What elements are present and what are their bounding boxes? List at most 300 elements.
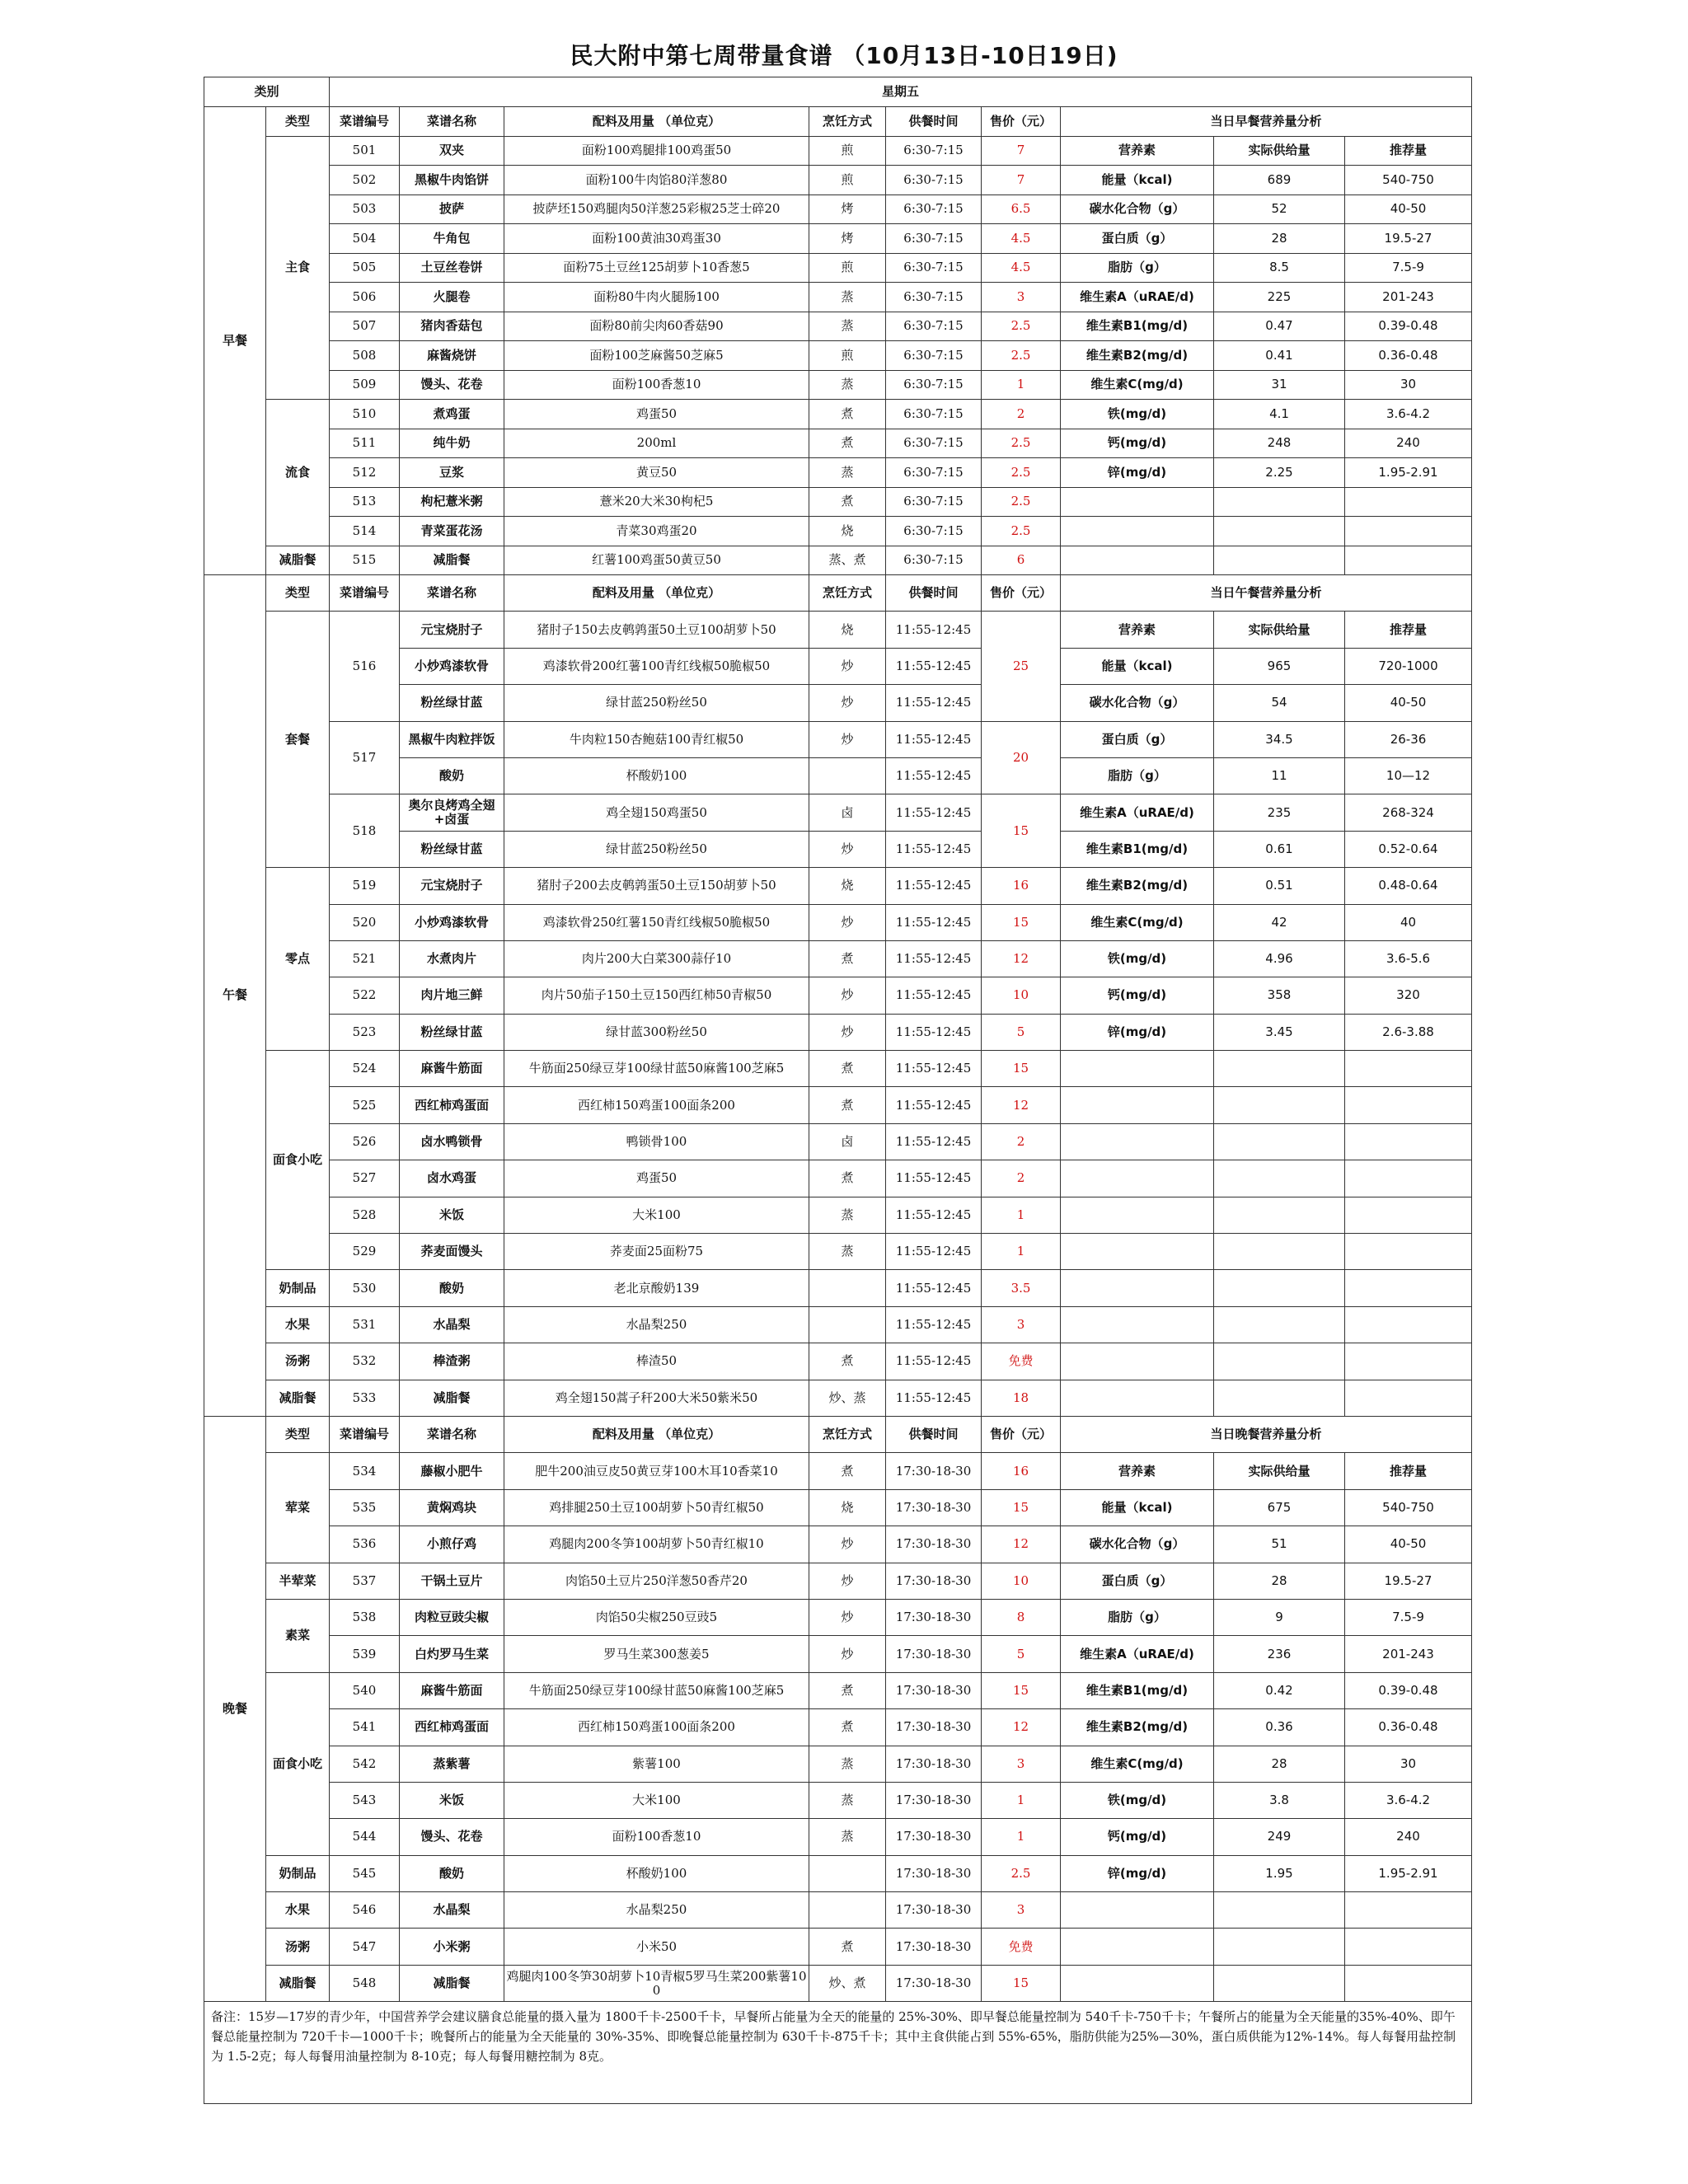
empty-cell bbox=[1214, 1051, 1345, 1087]
dish-price: 3 bbox=[982, 283, 1061, 312]
time-header: 供餐时间 bbox=[886, 107, 982, 137]
serving-time: 6:30-7:15 bbox=[886, 546, 982, 575]
nutrient-name: 铁(mg/d) bbox=[1061, 1782, 1214, 1818]
dish-name: 小米粥 bbox=[400, 1929, 504, 1965]
dish-ingredients: 西红柿150鸡蛋100面条200 bbox=[504, 1087, 809, 1123]
dish-price: 5 bbox=[982, 1636, 1061, 1672]
nutrient-recommended: 240 bbox=[1345, 1819, 1472, 1855]
dish-ingredients: 面粉100香葱10 bbox=[504, 370, 809, 400]
dish-type: 流食 bbox=[266, 400, 330, 546]
dish-code: 524 bbox=[330, 1051, 400, 1087]
code-header: 菜谱编号 bbox=[330, 575, 400, 612]
menu-item-row bbox=[204, 1636, 1472, 1672]
dish-price: 1 bbox=[982, 1819, 1061, 1855]
dish-ingredients: 面粉100鸡腿排100鸡蛋50 bbox=[504, 136, 809, 166]
cooking-method: 煮 bbox=[809, 1453, 886, 1489]
serving-time: 6:30-7:15 bbox=[886, 166, 982, 195]
nutrient-name: 脂肪（g） bbox=[1061, 253, 1214, 283]
serving-time: 6:30-7:15 bbox=[886, 487, 982, 517]
nutrient-name: 维生素B1(mg/d) bbox=[1061, 831, 1214, 867]
nutrient-recommended: 0.39-0.48 bbox=[1345, 1672, 1472, 1708]
nutrient-recommended: 30 bbox=[1345, 370, 1472, 400]
dish-code: 543 bbox=[330, 1782, 400, 1818]
nutrient-recommended: 40-50 bbox=[1345, 1526, 1472, 1563]
recommended-header: 推荐量 bbox=[1345, 1453, 1472, 1489]
menu-item-row bbox=[204, 1123, 1472, 1160]
dish-ingredients: 肉馅50土豆片250洋葱50香芹20 bbox=[504, 1563, 809, 1599]
dish-price: 15 bbox=[982, 1489, 1061, 1526]
dish-name: 枸杞薏米粥 bbox=[400, 487, 504, 517]
nutrient-recommended: 40-50 bbox=[1345, 685, 1472, 721]
menu-item-row bbox=[204, 283, 1472, 312]
time-header: 供餐时间 bbox=[886, 1416, 982, 1452]
menu-item-row bbox=[204, 1380, 1472, 1416]
dish-name: 奥尔良烤鸡全翅+卤蛋 bbox=[400, 794, 504, 831]
nutrient-header: 营养素 bbox=[1061, 136, 1214, 166]
nutrient-recommended: 40-50 bbox=[1345, 194, 1472, 224]
serving-time: 6:30-7:15 bbox=[886, 400, 982, 429]
actual-header: 实际供给量 bbox=[1214, 136, 1345, 166]
serving-time: 17:30-18-30 bbox=[886, 1563, 982, 1599]
dish-name: 白灼罗马生菜 bbox=[400, 1636, 504, 1672]
nutrient-actual: 8.5 bbox=[1214, 253, 1345, 283]
dish-price: 2.5 bbox=[982, 458, 1061, 488]
nutrient-recommended: 268-324 bbox=[1345, 794, 1472, 831]
serving-time: 11:55-12:45 bbox=[886, 1306, 982, 1343]
dish-price: 20 bbox=[982, 721, 1061, 794]
serving-time: 6:30-7:15 bbox=[886, 341, 982, 371]
dish-price: 15 bbox=[982, 794, 1061, 868]
name-header: 菜谱名称 bbox=[400, 107, 504, 137]
nutrient-actual: 0.51 bbox=[1214, 868, 1345, 904]
serving-time: 6:30-7:15 bbox=[886, 224, 982, 254]
serving-time: 11:55-12:45 bbox=[886, 1051, 982, 1087]
dish-ingredients: 200ml bbox=[504, 429, 809, 458]
cooking-method: 煎 bbox=[809, 166, 886, 195]
cooking-method: 炒 bbox=[809, 1599, 886, 1635]
dish-ingredients: 肉馅50尖椒250豆豉5 bbox=[504, 1599, 809, 1635]
nutrient-recommended: 0.36-0.48 bbox=[1345, 341, 1472, 371]
cooking-method: 蒸 bbox=[809, 312, 886, 341]
nutrient-actual: 0.61 bbox=[1214, 831, 1345, 867]
serving-time: 11:55-12:45 bbox=[886, 757, 982, 794]
dish-code: 529 bbox=[330, 1234, 400, 1270]
dish-ingredients: 面粉100芝麻酱50芝麻5 bbox=[504, 341, 809, 371]
nutrient-actual: 675 bbox=[1214, 1489, 1345, 1526]
empty-cell bbox=[1214, 1929, 1345, 1965]
dish-price: 3 bbox=[982, 1306, 1061, 1343]
dish-ingredients: 鸭锁骨100 bbox=[504, 1123, 809, 1160]
menu-item-row bbox=[204, 429, 1472, 458]
dish-ingredients: 青菜30鸡蛋20 bbox=[504, 517, 809, 546]
nutrient-recommended: 10—12 bbox=[1345, 757, 1472, 794]
cooking-method: 煮 bbox=[809, 1160, 886, 1197]
dish-code: 516 bbox=[330, 612, 400, 721]
dish-price: 10 bbox=[982, 977, 1061, 1014]
dish-type: 半荤菜 bbox=[266, 1563, 330, 1599]
type-header: 类型 bbox=[266, 1416, 330, 1452]
cooking-method: 炒 bbox=[809, 1526, 886, 1563]
dish-type: 汤粥 bbox=[266, 1343, 330, 1380]
dish-name: 西红柿鸡蛋面 bbox=[400, 1087, 504, 1123]
nutrient-recommended: 240 bbox=[1345, 429, 1472, 458]
cooking-method: 炒 bbox=[809, 977, 886, 1014]
price-header: 售价（元） bbox=[982, 1416, 1061, 1452]
serving-time: 17:30-18-30 bbox=[886, 1746, 982, 1782]
menu-item-row bbox=[204, 517, 1472, 546]
nutrient-actual: 34.5 bbox=[1214, 721, 1345, 757]
dish-code: 539 bbox=[330, 1636, 400, 1672]
dish-type: 面食小吃 bbox=[266, 1672, 330, 1855]
serving-time: 11:55-12:45 bbox=[886, 1343, 982, 1380]
nutrient-actual: 4.1 bbox=[1214, 400, 1345, 429]
nutrient-header: 营养素 bbox=[1061, 612, 1214, 648]
nutrient-actual: 235 bbox=[1214, 794, 1345, 831]
cooking-method: 煎 bbox=[809, 136, 886, 166]
menu-item-row bbox=[204, 1197, 1472, 1233]
nutrient-actual: 249 bbox=[1214, 1819, 1345, 1855]
dish-code: 536 bbox=[330, 1526, 400, 1563]
empty-cell bbox=[1345, 1343, 1472, 1380]
nutrient-name: 维生素B1(mg/d) bbox=[1061, 312, 1214, 341]
menu-item-row bbox=[204, 166, 1472, 195]
serving-time: 11:55-12:45 bbox=[886, 940, 982, 977]
menu-item-row bbox=[204, 253, 1472, 283]
dish-ingredients: 面粉75土豆丝125胡萝卜10香葱5 bbox=[504, 253, 809, 283]
serving-time: 11:55-12:45 bbox=[886, 794, 982, 831]
menu-item-row bbox=[204, 721, 1472, 757]
cooking-method bbox=[809, 1855, 886, 1891]
dish-code: 541 bbox=[330, 1709, 400, 1746]
empty-cell bbox=[1061, 546, 1214, 575]
cooking-method: 炒 bbox=[809, 831, 886, 867]
dish-name: 水煮肉片 bbox=[400, 940, 504, 977]
dish-code: 544 bbox=[330, 1819, 400, 1855]
menu-item-row bbox=[204, 1672, 1472, 1708]
dish-type: 减脂餐 bbox=[266, 1965, 330, 2001]
dish-name: 小炒鸡漆软骨 bbox=[400, 904, 504, 940]
dish-name: 水晶梨 bbox=[400, 1306, 504, 1343]
empty-cell bbox=[1214, 1197, 1345, 1233]
dish-price: 3 bbox=[982, 1746, 1061, 1782]
dish-ingredients: 绿甘蓝300粉丝50 bbox=[504, 1014, 809, 1050]
dish-name: 麻酱牛筋面 bbox=[400, 1672, 504, 1708]
type-header: 类型 bbox=[266, 107, 330, 137]
dish-price: 7 bbox=[982, 166, 1061, 195]
serving-time: 6:30-7:15 bbox=[886, 136, 982, 166]
dish-name: 黄焖鸡块 bbox=[400, 1489, 504, 1526]
dish-price: 2 bbox=[982, 1123, 1061, 1160]
nutrient-name: 蛋白质（g） bbox=[1061, 224, 1214, 254]
nutrient-name: 蛋白质（g） bbox=[1061, 721, 1214, 757]
dish-code: 504 bbox=[330, 224, 400, 254]
dish-name: 元宝烧肘子 bbox=[400, 612, 504, 648]
serving-time: 17:30-18-30 bbox=[886, 1489, 982, 1526]
dish-ingredients: 水晶梨250 bbox=[504, 1306, 809, 1343]
nutrient-recommended: 1.95-2.91 bbox=[1345, 1855, 1472, 1891]
serving-time: 6:30-7:15 bbox=[886, 283, 982, 312]
nutrient-recommended: 0.36-0.48 bbox=[1345, 1709, 1472, 1746]
empty-cell bbox=[1345, 1197, 1472, 1233]
menu-item-row bbox=[204, 1087, 1472, 1123]
nutrient-name: 维生素C(mg/d) bbox=[1061, 1746, 1214, 1782]
nutrient-actual: 4.96 bbox=[1214, 940, 1345, 977]
menu-item-row bbox=[204, 1892, 1472, 1929]
cooking-method: 蒸 bbox=[809, 458, 886, 488]
dish-price: 2.5 bbox=[982, 341, 1061, 371]
empty-cell bbox=[1345, 1929, 1472, 1965]
analysis-title: 当日午餐营养量分析 bbox=[1061, 575, 1472, 612]
nutrient-name: 锌(mg/d) bbox=[1061, 458, 1214, 488]
empty-cell bbox=[1214, 1965, 1345, 2001]
cooking-method: 卤 bbox=[809, 794, 886, 831]
nutrient-name: 维生素C(mg/d) bbox=[1061, 904, 1214, 940]
dish-ingredients: 牛筋面250绿豆芽100绿甘蓝50麻酱100芝麻5 bbox=[504, 1672, 809, 1708]
empty-cell bbox=[1061, 1051, 1214, 1087]
dish-code: 547 bbox=[330, 1929, 400, 1965]
dish-code: 533 bbox=[330, 1380, 400, 1416]
menu-item-row bbox=[204, 136, 1472, 166]
cooking-method: 炒、煮 bbox=[809, 1965, 886, 2001]
nutrient-name: 维生素A（uRAE/d) bbox=[1061, 1636, 1214, 1672]
nutrient-name: 铁(mg/d) bbox=[1061, 940, 1214, 977]
menu-item-row bbox=[204, 1526, 1472, 1563]
empty-cell bbox=[1345, 1160, 1472, 1197]
nutrient-name: 钙(mg/d) bbox=[1061, 1819, 1214, 1855]
dish-name: 酸奶 bbox=[400, 757, 504, 794]
empty-cell bbox=[1061, 1892, 1214, 1929]
footnote: 备注：15岁—17岁的青少年，中国营养学会建议膳食总能量的摄入量为 1800千卡-2500千卡，早餐所占能量为全天的能量的 25%-30%、即早餐总能量控制为 540千卡-750千卡；午餐所占的能量为全天能量的35%-40%、即午餐总能量控制为 720千卡—1000千卡；晚餐所占的能量为全天能量的 30%-35%、即晚餐总能量控制为 630千卡-875千卡；其中主食供能占到 55%-65%，脂肪供能为25%—30%，蛋白质供能为12%-14%。每人每餐用盐控制为 1.5-2克；每人每餐用油量控制为 8-10克；每人每餐用糖控制为 8克。 bbox=[204, 2002, 1472, 2104]
nutrient-actual: 0.41 bbox=[1214, 341, 1345, 371]
dish-type: 素菜 bbox=[266, 1599, 330, 1672]
empty-cell bbox=[1214, 517, 1345, 546]
note-row bbox=[204, 2002, 1472, 2104]
dish-name: 藤椒小肥牛 bbox=[400, 1453, 504, 1489]
dish-ingredients: 水晶梨250 bbox=[504, 1892, 809, 1929]
nutrient-recommended: 540-750 bbox=[1345, 1489, 1472, 1526]
empty-cell bbox=[1061, 1965, 1214, 2001]
dish-name: 麻酱牛筋面 bbox=[400, 1051, 504, 1087]
empty-cell bbox=[1061, 1306, 1214, 1343]
menu-item-row bbox=[204, 1234, 1472, 1270]
dish-price: 25 bbox=[982, 612, 1061, 721]
price-header: 售价（元） bbox=[982, 107, 1061, 137]
dish-code: 514 bbox=[330, 517, 400, 546]
empty-cell bbox=[1214, 1160, 1345, 1197]
dish-code: 545 bbox=[330, 1855, 400, 1891]
dish-type: 减脂餐 bbox=[266, 546, 330, 575]
empty-cell bbox=[1345, 1234, 1472, 1270]
cooking-method: 炒、蒸 bbox=[809, 1380, 886, 1416]
dish-code: 534 bbox=[330, 1453, 400, 1489]
nutrient-recommended: 2.6-3.88 bbox=[1345, 1014, 1472, 1050]
nutrient-actual: 11 bbox=[1214, 757, 1345, 794]
dish-type: 主食 bbox=[266, 136, 330, 400]
dish-code: 513 bbox=[330, 487, 400, 517]
menu-item-row bbox=[204, 1599, 1472, 1635]
menu-item-row bbox=[204, 312, 1472, 341]
dish-code: 546 bbox=[330, 1892, 400, 1929]
cooking-method: 煮 bbox=[809, 487, 886, 517]
dish-code: 518 bbox=[330, 794, 400, 868]
dish-ingredients: 猪肘子150去皮鹌鹑蛋50土豆100胡萝卜50 bbox=[504, 612, 809, 648]
dish-price: 2 bbox=[982, 400, 1061, 429]
nutrient-actual: 0.36 bbox=[1214, 1709, 1345, 1746]
dish-ingredients: 肥牛200油豆皮50黄豆芽100木耳10香菜10 bbox=[504, 1453, 809, 1489]
cooking-method: 卤 bbox=[809, 1123, 886, 1160]
dish-code: 503 bbox=[330, 194, 400, 224]
dish-name: 小炒鸡漆软骨 bbox=[400, 648, 504, 684]
dish-price: 免费 bbox=[982, 1343, 1061, 1380]
menu-item-row bbox=[204, 794, 1472, 831]
dish-ingredients: 披萨坯150鸡腿肉50洋葱25彩椒25芝士碎20 bbox=[504, 194, 809, 224]
nutrient-actual: 28 bbox=[1214, 224, 1345, 254]
nutrient-actual: 52 bbox=[1214, 194, 1345, 224]
serving-time: 6:30-7:15 bbox=[886, 194, 982, 224]
cooking-method: 烧 bbox=[809, 517, 886, 546]
dish-name: 减脂餐 bbox=[400, 1380, 504, 1416]
menu-item-row bbox=[204, 400, 1472, 429]
dish-type: 零点 bbox=[266, 868, 330, 1051]
menu-item-row bbox=[204, 1343, 1472, 1380]
empty-cell bbox=[1345, 1051, 1472, 1087]
dish-name: 小煎仔鸡 bbox=[400, 1526, 504, 1563]
method-header: 烹饪方式 bbox=[809, 575, 886, 612]
empty-cell bbox=[1061, 1160, 1214, 1197]
menu-item-row bbox=[204, 1929, 1472, 1965]
nutrient-name: 维生素C(mg/d) bbox=[1061, 370, 1214, 400]
nutrient-recommended: 26-36 bbox=[1345, 721, 1472, 757]
cooking-method: 煮 bbox=[809, 1709, 886, 1746]
dish-ingredients: 面粉80前尖肉60香菇90 bbox=[504, 312, 809, 341]
dish-price: 12 bbox=[982, 1526, 1061, 1563]
dish-code: 512 bbox=[330, 458, 400, 488]
dish-price: 2.5 bbox=[982, 312, 1061, 341]
cooking-method: 蒸 bbox=[809, 1782, 886, 1818]
dish-type: 面食小吃 bbox=[266, 1051, 330, 1270]
nutrient-recommended: 720-1000 bbox=[1345, 648, 1472, 684]
dish-price: 12 bbox=[982, 940, 1061, 977]
menu-item-row bbox=[204, 458, 1472, 488]
nutrient-recommended: 0.52-0.64 bbox=[1345, 831, 1472, 867]
dish-ingredients: 面粉100牛肉馅80洋葱80 bbox=[504, 166, 809, 195]
cooking-method: 蒸 bbox=[809, 1746, 886, 1782]
dish-price: 16 bbox=[982, 868, 1061, 904]
dish-name: 黑椒牛肉粒拌饭 bbox=[400, 721, 504, 757]
empty-cell bbox=[1214, 1234, 1345, 1270]
cooking-method: 煎 bbox=[809, 253, 886, 283]
nutrient-recommended: 3.6-4.2 bbox=[1345, 1782, 1472, 1818]
nutrient-header: 营养素 bbox=[1061, 1453, 1214, 1489]
price-header: 售价（元） bbox=[982, 575, 1061, 612]
dish-code: 521 bbox=[330, 940, 400, 977]
nutrient-actual: 358 bbox=[1214, 977, 1345, 1014]
cooking-method: 蒸 bbox=[809, 283, 886, 312]
cooking-method: 蒸 bbox=[809, 370, 886, 400]
dish-name: 纯牛奶 bbox=[400, 429, 504, 458]
meal-name: 早餐 bbox=[204, 107, 266, 575]
serving-time: 17:30-18-30 bbox=[886, 1453, 982, 1489]
dish-ingredients: 杯酸奶100 bbox=[504, 757, 809, 794]
time-header: 供餐时间 bbox=[886, 575, 982, 612]
nutrient-recommended: 7.5-9 bbox=[1345, 1599, 1472, 1635]
menu-item-row bbox=[204, 1782, 1472, 1818]
dish-code: 501 bbox=[330, 136, 400, 166]
nutrient-actual: 54 bbox=[1214, 685, 1345, 721]
dish-price: 15 bbox=[982, 1965, 1061, 2001]
dish-price: 12 bbox=[982, 1087, 1061, 1123]
dish-ingredients: 绿甘蓝250粉丝50 bbox=[504, 685, 809, 721]
dish-code: 509 bbox=[330, 370, 400, 400]
dish-name: 牛角包 bbox=[400, 224, 504, 254]
dish-code: 520 bbox=[330, 904, 400, 940]
dish-price: 10 bbox=[982, 1563, 1061, 1599]
empty-cell bbox=[1214, 487, 1345, 517]
dish-ingredients: 鸡蛋50 bbox=[504, 1160, 809, 1197]
empty-cell bbox=[1061, 1929, 1214, 1965]
dish-name: 卤水鸭锁骨 bbox=[400, 1123, 504, 1160]
dish-ingredients: 鸡全翅150蒿子秆200大米50紫米50 bbox=[504, 1380, 809, 1416]
dish-ingredients: 鸡排腿250土豆100胡萝卜50青红椒50 bbox=[504, 1489, 809, 1526]
cooking-method: 炒 bbox=[809, 1563, 886, 1599]
empty-cell bbox=[1214, 1270, 1345, 1306]
dish-name: 土豆丝卷饼 bbox=[400, 253, 504, 283]
dish-price: 1 bbox=[982, 1197, 1061, 1233]
dish-ingredients: 肉片200大白菜300蒜仔10 bbox=[504, 940, 809, 977]
serving-time: 11:55-12:45 bbox=[886, 831, 982, 867]
menu-item-row bbox=[204, 1306, 1472, 1343]
dish-type: 套餐 bbox=[266, 612, 330, 868]
menu-item-row bbox=[204, 1855, 1472, 1891]
dish-ingredients: 牛肉粒150杏鲍菇100青红椒50 bbox=[504, 721, 809, 757]
empty-cell bbox=[1061, 1123, 1214, 1160]
nutrient-actual: 0.47 bbox=[1214, 312, 1345, 341]
dish-name: 黑椒牛肉馅饼 bbox=[400, 166, 504, 195]
nutrient-recommended: 30 bbox=[1345, 1746, 1472, 1782]
dish-name: 西红柿鸡蛋面 bbox=[400, 1709, 504, 1746]
dish-name: 火腿卷 bbox=[400, 283, 504, 312]
nutrient-name: 钙(mg/d) bbox=[1061, 429, 1214, 458]
serving-time: 11:55-12:45 bbox=[886, 904, 982, 940]
dish-ingredients: 薏米20大米30枸杞5 bbox=[504, 487, 809, 517]
serving-time: 17:30-18-30 bbox=[886, 1672, 982, 1708]
menu-item-row bbox=[204, 1014, 1472, 1050]
dish-price: 6.5 bbox=[982, 194, 1061, 224]
cooking-method bbox=[809, 757, 886, 794]
dish-price: 15 bbox=[982, 1051, 1061, 1087]
dish-code: 528 bbox=[330, 1197, 400, 1233]
dish-ingredients: 面粉100黄油30鸡蛋30 bbox=[504, 224, 809, 254]
menu-item-row bbox=[204, 1965, 1472, 2001]
dish-ingredients: 鸡蛋50 bbox=[504, 400, 809, 429]
nutrient-name: 维生素A（uRAE/d) bbox=[1061, 794, 1214, 831]
empty-cell bbox=[1345, 546, 1472, 575]
dish-code: 511 bbox=[330, 429, 400, 458]
nutrient-actual: 2.25 bbox=[1214, 458, 1345, 488]
cooking-method: 煮 bbox=[809, 1051, 886, 1087]
nutrient-name: 维生素B1(mg/d) bbox=[1061, 1672, 1214, 1708]
dish-name: 酸奶 bbox=[400, 1270, 504, 1306]
empty-cell bbox=[1345, 487, 1472, 517]
dish-code: 542 bbox=[330, 1746, 400, 1782]
dish-ingredients: 牛筋面250绿豆芽100绿甘蓝50麻酱100芝麻5 bbox=[504, 1051, 809, 1087]
empty-cell bbox=[1061, 487, 1214, 517]
serving-time: 17:30-18-30 bbox=[886, 1965, 982, 2001]
dish-ingredients: 小米50 bbox=[504, 1929, 809, 1965]
cooking-method: 烧 bbox=[809, 1489, 886, 1526]
empty-cell bbox=[1061, 1380, 1214, 1416]
cooking-method bbox=[809, 1306, 886, 1343]
